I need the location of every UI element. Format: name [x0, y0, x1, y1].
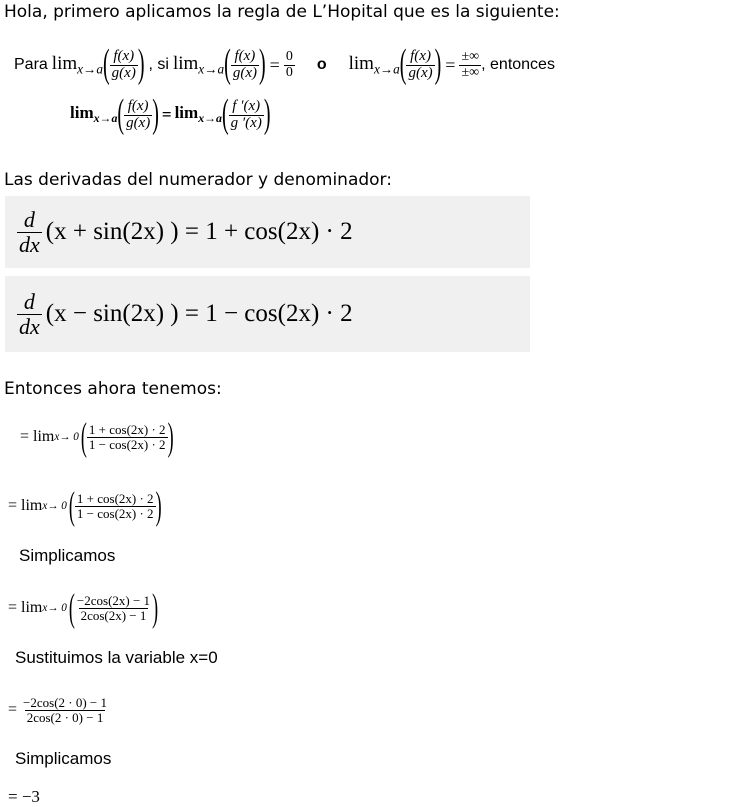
step-4: = $\frac{-2\cos(2 \cdot 0) - 1}{2\cos(2 \cdot 0) - 1}$ — [8, 694, 108, 725]
ddx-1: $\frac{d}{dx}$ — [19, 207, 40, 257]
derivative-1-expr: (x + sin(2x) ) = 1 + cos(2x) · 2 — [45, 218, 353, 245]
derivative-2-expr: (x − sin(2x) ) = 1 − cos(2x) · 2 — [45, 300, 353, 327]
intro-text: Hola, primero aplicamos la regla de L’Hopital que es la siguiente: — [4, 2, 560, 22]
ddx-2: $\frac{d}{dx}$ — [19, 289, 40, 339]
rule-zero-frac: $\frac{0}{0}$ — [285, 48, 293, 80]
derivative-box-2 — [5, 276, 530, 352]
rule-lim-3: $\lim_{x\to a}$ — [348, 52, 400, 77]
step-1-frac: $\frac{1 + \cos(2x) \cdot 2}{1 - \cos(2x) \cdot 2}$ — [88, 421, 166, 452]
rule-frac-3: $\frac{f(x)}{g(x)}$ — [408, 47, 433, 81]
step-3: = lim x→ 0 ( $\frac{-2\cos(2x) - 1}{2\cos(2x) - 1}$ ) — [8, 584, 159, 629]
simplicamos-1: Simplicamos — [19, 546, 116, 565]
derivative-box-1 — [5, 196, 530, 268]
rule-frac-2: $\frac{f(x)}{g(x)}$ — [232, 47, 257, 81]
entonces-label: Entonces ahora tenemos: — [4, 379, 222, 399]
rule-lim-1: $\lim_{x\to a}$ — [51, 52, 103, 77]
rule-lim-5: $\lim_{x\to a}$ — [174, 103, 222, 126]
rule-entonces: , entonces — [481, 56, 555, 73]
simplicamos-2: Simplicamos — [15, 749, 112, 768]
rule-inf-frac: $\frac{\pm\infty}{\pm\infty}$ — [461, 48, 480, 80]
step-1: = lim x→ 0 ( $\frac{1 + \cos(2x) \cdot 2}{1 - \cos(2x) \cdot 2}$ ) — [20, 413, 174, 458]
rule-frac-5: $\frac{f '(x)}{g '(x)}$ — [230, 97, 262, 131]
rule-lim-4: $\lim_{x\to a}$ — [70, 103, 118, 126]
rule-line-1: Para $\lim_{x\to a}$ ( $\frac{f(x)}{g(x)}$ ) , si $\lim_{x\to a}$ ( $\frac{f(x)}{g(x)}$ ) = $\frac{0}{0}$ o $\lim_{x\to a}$ ( $\frac{f(x)}{g(x)}$ ) = $\frac{\pm\infty}{\pm\infty}$ , entonces — [14, 42, 555, 86]
derivadas-label: Las derivadas del numerador y denominador: — [4, 170, 392, 190]
rule-o: o — [316, 56, 327, 73]
rule-frac-1: $\frac{f(x)}{g(x)}$ — [111, 47, 136, 81]
step-2-frac: $\frac{1 + \cos(2x) \cdot 2}{1 - \cos(2x) \cdot 2}$ — [76, 490, 154, 521]
rule-lim-2: $\lim_{x\to a}$ — [172, 52, 225, 77]
step-4-frac: $\frac{-2\cos(2 \cdot 0) - 1}{2\cos(2 \cdot 0) - 1}$ — [23, 694, 108, 725]
sustituimos-label: Sustituimos la variable x=0 — [15, 648, 218, 667]
rule-frac-4: $\frac{f(x)}{g(x)}$ — [126, 97, 151, 131]
rule-para: Para — [14, 56, 48, 73]
final-result: = −3 — [8, 787, 40, 806]
rule-si: , si — [148, 56, 169, 73]
step-2: = lim x→ 0 ( $\frac{1 + \cos(2x) \cdot 2}{1 - \cos(2x) \cdot 2}$ ) — [8, 482, 162, 527]
rule-line-2: $\lim_{x\to a}$ ( $\frac{f(x)}{g(x)}$ ) = $\lim_{x\to a}$ ( $\frac{f '(x)}{g '(x)}$ ) — [70, 92, 271, 136]
step-3-frac: $\frac{-2\cos(2x) - 1}{2\cos(2x) - 1}$ — [76, 592, 151, 623]
